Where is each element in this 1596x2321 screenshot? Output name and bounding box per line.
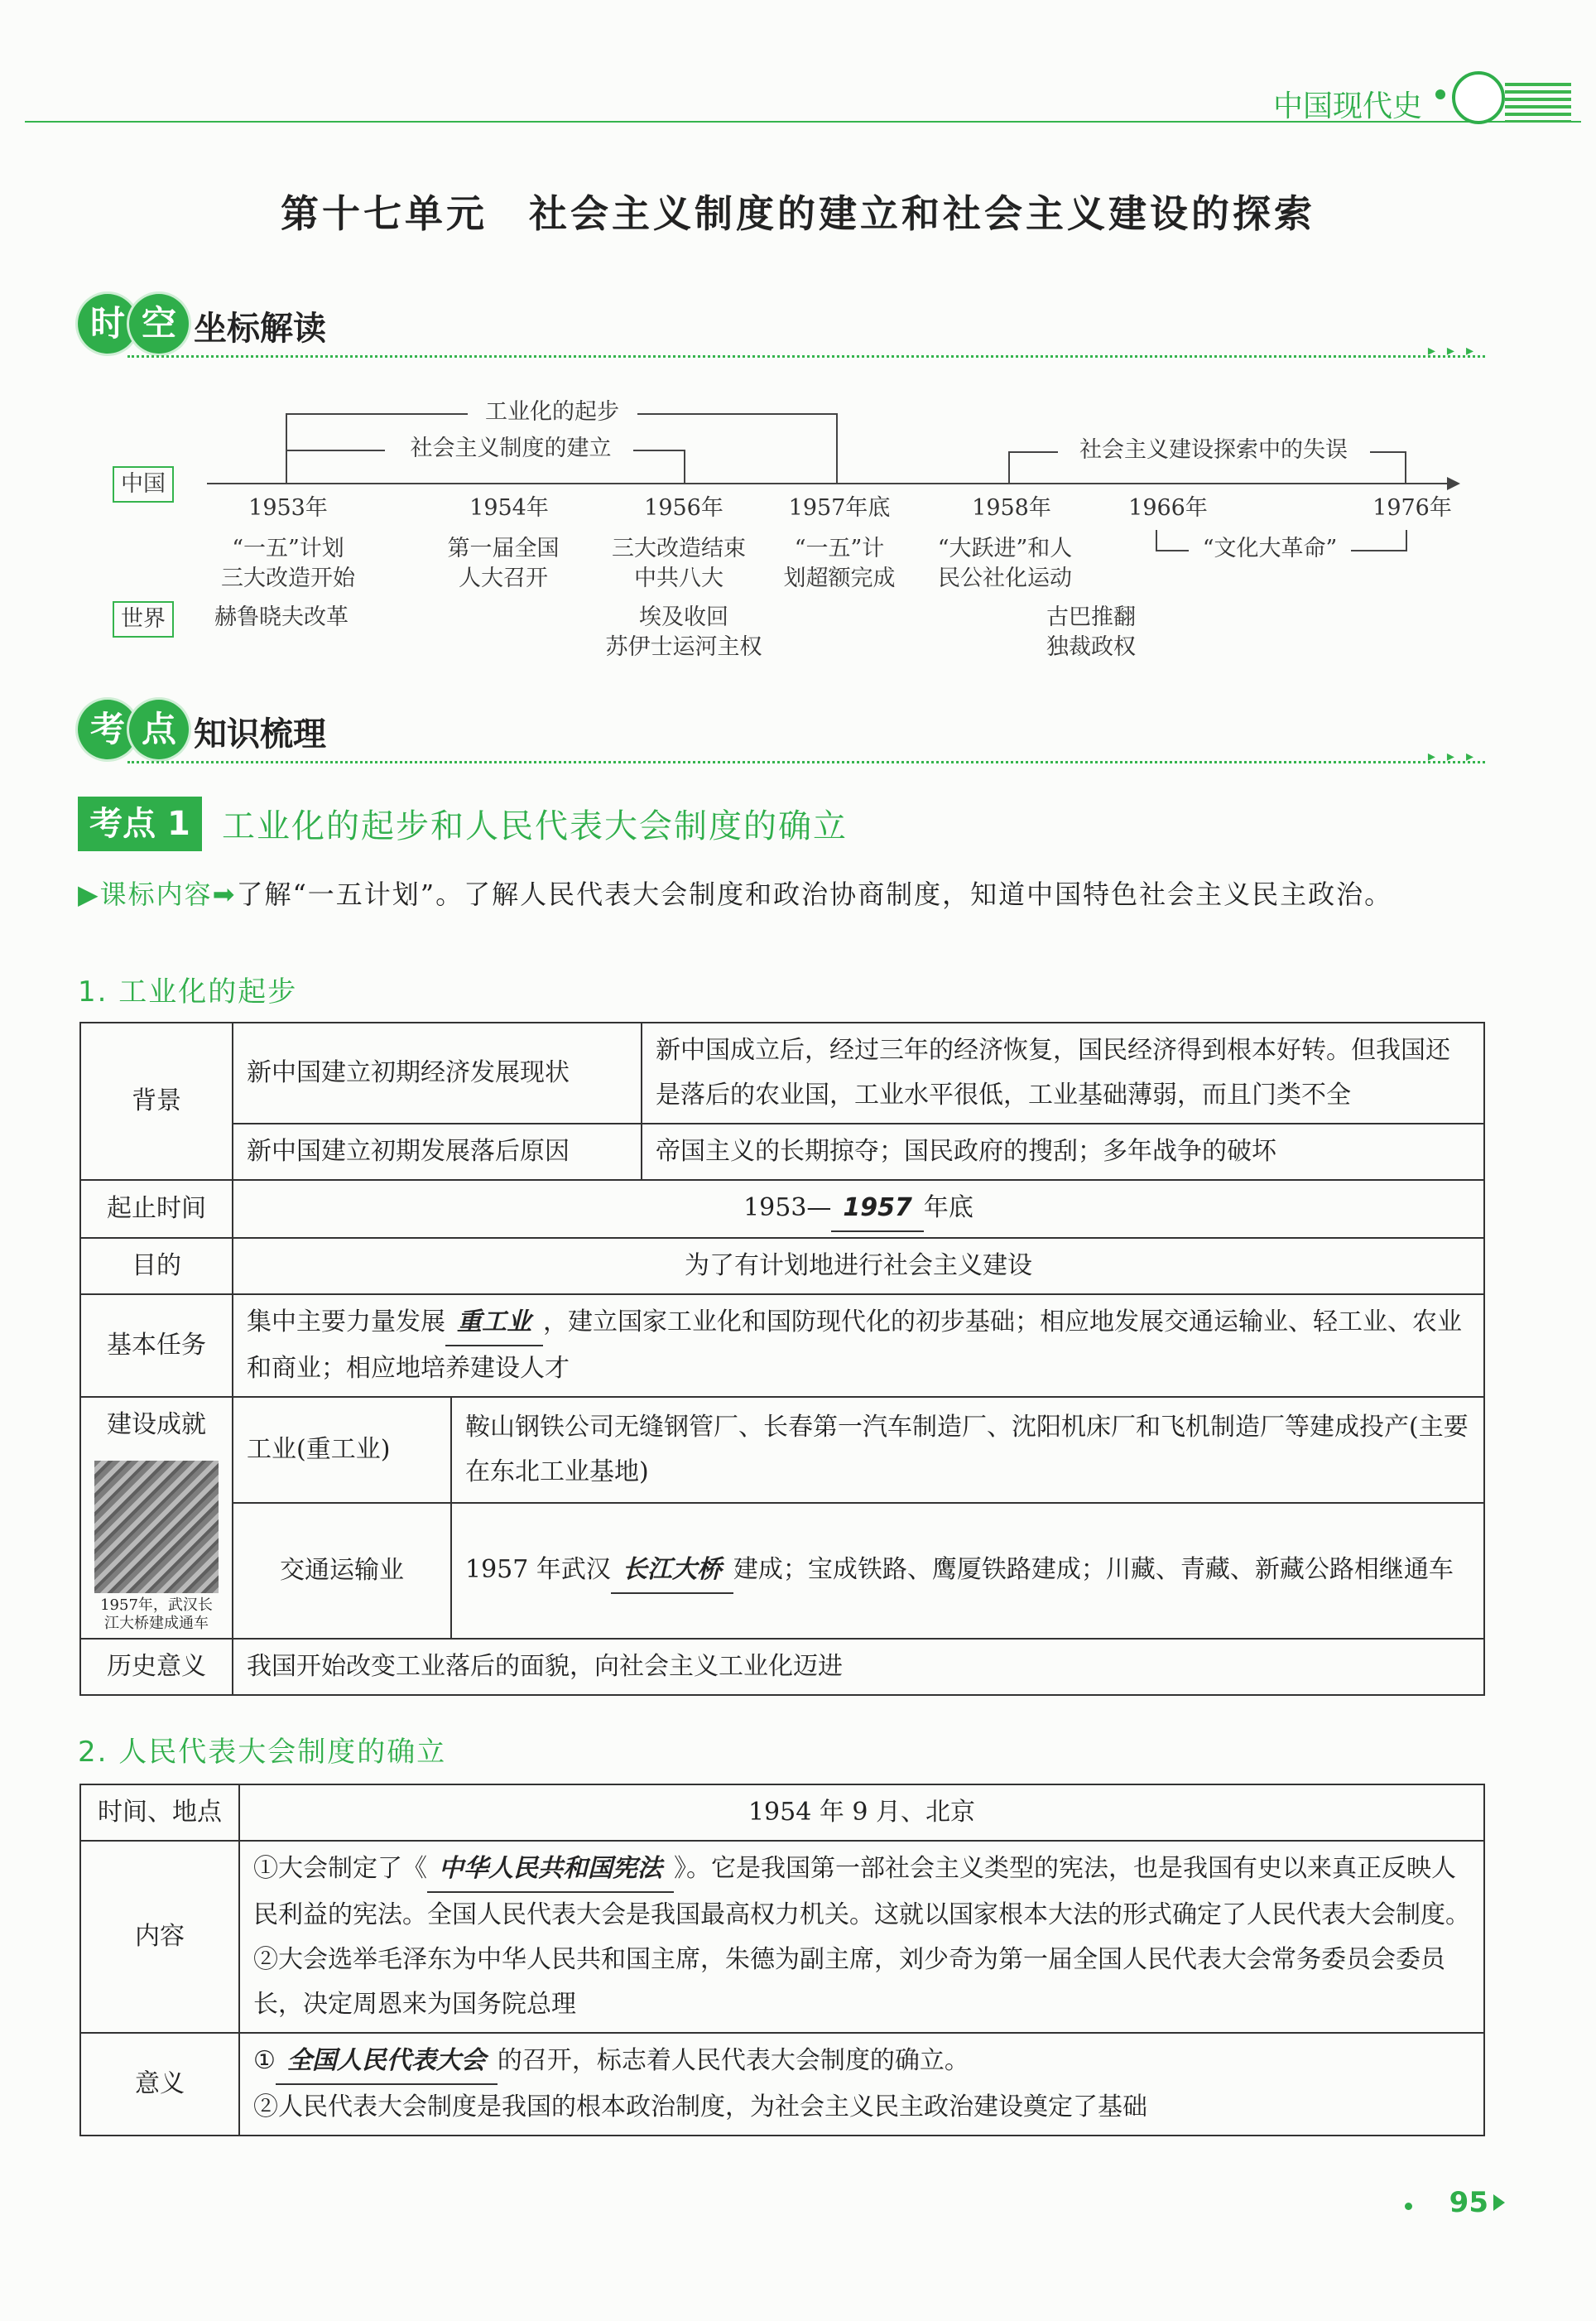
bracket-line <box>1370 451 1405 453</box>
table-row <box>80 1841 1484 2033</box>
table-row <box>80 1294 1484 1397</box>
time-value: 1953— 1957 年底 <box>233 1180 1484 1238</box>
table-row <box>80 1503 1484 1639</box>
section-badge-dian: 点 <box>129 700 189 759</box>
timeline-year: 1954年 <box>469 495 549 521</box>
timeline-year: 1953年 <box>248 495 328 521</box>
unit-title: 第十七单元 社会主义制度的建立和社会主义建设的探索 <box>281 191 1315 236</box>
fill-answer: 1957 <box>831 1186 924 1232</box>
trans-label: 交通运输业 <box>233 1503 451 1639</box>
section-title: 坐标解读 <box>194 310 326 348</box>
fill-answer: 长江大桥 <box>611 1548 733 1594</box>
page-number: 95 <box>1449 2186 1488 2219</box>
curriculum-label: ▶课标内容➡ <box>78 879 237 910</box>
bracket-system-label: 社会主义制度的建立 <box>410 436 612 461</box>
bracket-line <box>684 450 685 483</box>
bg-text-status: 新中国成立后，经过三年的经济恢复，国民经济得到根本好转。但我国还是落后的农业国，工业水平很低，工业基础薄弱，而且门类不全 <box>642 1023 1484 1124</box>
bracket-line <box>836 413 838 483</box>
timeline-year: 1976年 <box>1372 495 1452 521</box>
timeline-row-china: 中国 <box>113 466 174 503</box>
row-label-significance: 意义 <box>80 2033 239 2136</box>
timeline-row-world: 世界 <box>113 601 174 638</box>
china-event: 第一届全国 人大召开 <box>447 536 560 591</box>
curriculum-standard <box>78 869 1485 919</box>
ind-label: 工业(重工业) <box>233 1397 451 1503</box>
header-dot-icon <box>1435 89 1445 99</box>
table-row <box>80 1397 1484 1503</box>
section-badge-kong: 空 <box>129 294 189 354</box>
table-row <box>80 1238 1484 1294</box>
table-row <box>80 1180 1484 1238</box>
bracket-line <box>1351 550 1407 551</box>
trans-value: 1957 年武汉 长江大桥 建成；宝成铁路、鹰厦铁路建成；川藏、青藏、新藏公路相继通车 <box>451 1503 1484 1639</box>
bracket-line <box>1156 550 1189 551</box>
page-dot-icon <box>1405 2203 1412 2210</box>
bg-sub-status: 新中国建立初期经济发展现状 <box>233 1023 642 1124</box>
bracket-culture-label: “文化大革命” <box>1202 536 1338 561</box>
page-arrow-icon <box>1493 2194 1505 2211</box>
student-avatar-icon <box>1452 71 1505 124</box>
bracket-line <box>1156 530 1157 551</box>
bracket-line <box>286 413 468 415</box>
bg-sub-reason: 新中国建立初期发展落后原因 <box>233 1124 642 1180</box>
world-event: 赫鲁晓夫改革 <box>214 604 349 630</box>
china-event: “大跃进”和人 民公社化运动 <box>937 536 1073 591</box>
world-event: 古巴推翻 独裁政权 <box>1046 604 1136 660</box>
bracket-line <box>1405 451 1406 483</box>
bracket-line <box>286 413 287 483</box>
achievement-cell <box>80 1397 233 1639</box>
photo-caption: 1957年，武汉长江大桥建成通车 <box>100 1596 213 1632</box>
row-label-background: 背景 <box>80 1023 233 1180</box>
timeline-axis <box>207 483 1449 484</box>
ind-value: 鞍山钢铁公司无缝钢管厂、长春第一汽车制造厂、沈阳机床厂和飞机制造厂等建成投产(主要在东北工业基地) <box>451 1397 1484 1503</box>
bracket-line <box>1008 451 1010 483</box>
wuhan-bridge-photo <box>94 1461 219 1593</box>
axis-arrow-icon <box>1447 477 1460 490</box>
time-place-value: 1954 年 9 月、北京 <box>239 1784 1484 1841</box>
bracket-line <box>1008 451 1058 453</box>
row-label-goal: 目的 <box>80 1238 233 1294</box>
section-title: 知识梳理 <box>194 715 326 754</box>
content-value: ①大会制定了《 中华人民共和国宪法 》。它是我国第一部社会主义类型的宪法，也是我国有史以来真正反映人民利益的宪法。全国人民代表大会是我国最高权力机关。这就以国家根本大法的形式确定了人民代表大会制度。 ②大会选举毛泽东为中华人民共和国主席，朱德为副主席，刘少奇为第一届全国人民代表大会常务委员会委员长，决定周恩来为国务院总理 <box>239 1841 1484 2033</box>
kaodian-title: 工业化的起步和人民代表大会制度的确立 <box>222 807 848 845</box>
row-label-content: 内容 <box>80 1841 239 2033</box>
row-label-history: 历史意义 <box>80 1639 233 1695</box>
section-badge-kao: 考 <box>78 700 137 759</box>
section-header-coordinates <box>78 294 1485 360</box>
curriculum-text: 了解“一五计划”。了解人民代表大会制度和政治协商制度，知道中国特色社会主义民主政治。 <box>236 879 1393 910</box>
table-row <box>80 2033 1484 2136</box>
bracket-explore-label: 社会主义建设探索中的失误 <box>1079 437 1348 463</box>
bracket-line <box>637 413 838 415</box>
subsection-title-npc: 2. 人民代表大会制度的确立 <box>78 1736 447 1769</box>
fill-answer: 重工业 <box>445 1300 543 1346</box>
bracket-line <box>633 450 685 451</box>
section-divider <box>127 761 1485 763</box>
row-label-achievement: 建设成就 <box>107 1410 206 1439</box>
row-label-time-place: 时间、地点 <box>80 1784 239 1841</box>
bracket-line <box>1406 530 1407 551</box>
fill-answer: 全国人民代表大会 <box>276 2039 498 2085</box>
timeline-year: 1956年 <box>644 495 723 521</box>
fill-answer: 中华人民共和国宪法 <box>427 1847 674 1893</box>
section-header-knowledge <box>78 700 1485 766</box>
table-row <box>80 1639 1484 1695</box>
timeline-year: 1958年 <box>972 495 1051 521</box>
table-row <box>80 1124 1484 1180</box>
china-event: “一五”计 划超额完成 <box>783 536 896 591</box>
kaodian-label: 考点 1 <box>78 797 202 851</box>
section-divider <box>127 355 1485 358</box>
bg-text-reason: 帝国主义的长期掠夺；国民政府的搜刮；多年战争的破坏 <box>642 1124 1484 1180</box>
header-section-title: 中国现代史 <box>1272 89 1422 123</box>
section-arrows-icon: ▸▸▸ <box>1427 748 1485 765</box>
timeline-year: 1957年底 <box>788 495 891 521</box>
bracket-line <box>286 450 385 451</box>
history-value: 我国开始改变工业落后的面貌，向社会主义工业化迈进 <box>233 1639 1484 1695</box>
goal-value: 为了有计划地进行社会主义建设 <box>233 1238 1484 1294</box>
section-arrows-icon: ▸▸▸ <box>1427 342 1485 359</box>
china-event: “一五”计划 三大改造开始 <box>221 536 355 591</box>
bracket-industrialization-label: 工业化的起步 <box>485 399 619 425</box>
header-stripes <box>1505 83 1571 123</box>
significance-value: ① 全国人民代表大会 的召开，标志着人民代表大会制度的确立。 ②人民代表大会制度是我国的根本政治制度，为社会主义民主政治建设奠定了基础 <box>239 2033 1484 2136</box>
row-label-time: 起止时间 <box>80 1180 233 1238</box>
world-event: 埃及收回 苏伊士运河主权 <box>605 604 762 660</box>
table-row <box>80 1784 1484 1841</box>
row-label-task: 基本任务 <box>80 1294 233 1397</box>
section-badge-shi: 时 <box>78 294 137 354</box>
timeline-year: 1966年 <box>1128 495 1208 521</box>
industrialization-table <box>79 1022 1485 1696</box>
subsection-title-industrialization: 1. 工业化的起步 <box>78 975 298 1009</box>
table-row <box>80 1023 1484 1124</box>
task-value: 集中主要力量发展 重工业 ，建立国家工业化和国防现代化的初步基础；相应地发展交通运输业、轻工业、农业和商业；相应地培养建设人才 <box>233 1294 1484 1397</box>
npc-table <box>79 1784 1485 2136</box>
china-event: 三大改造结束 中共八大 <box>612 536 746 591</box>
